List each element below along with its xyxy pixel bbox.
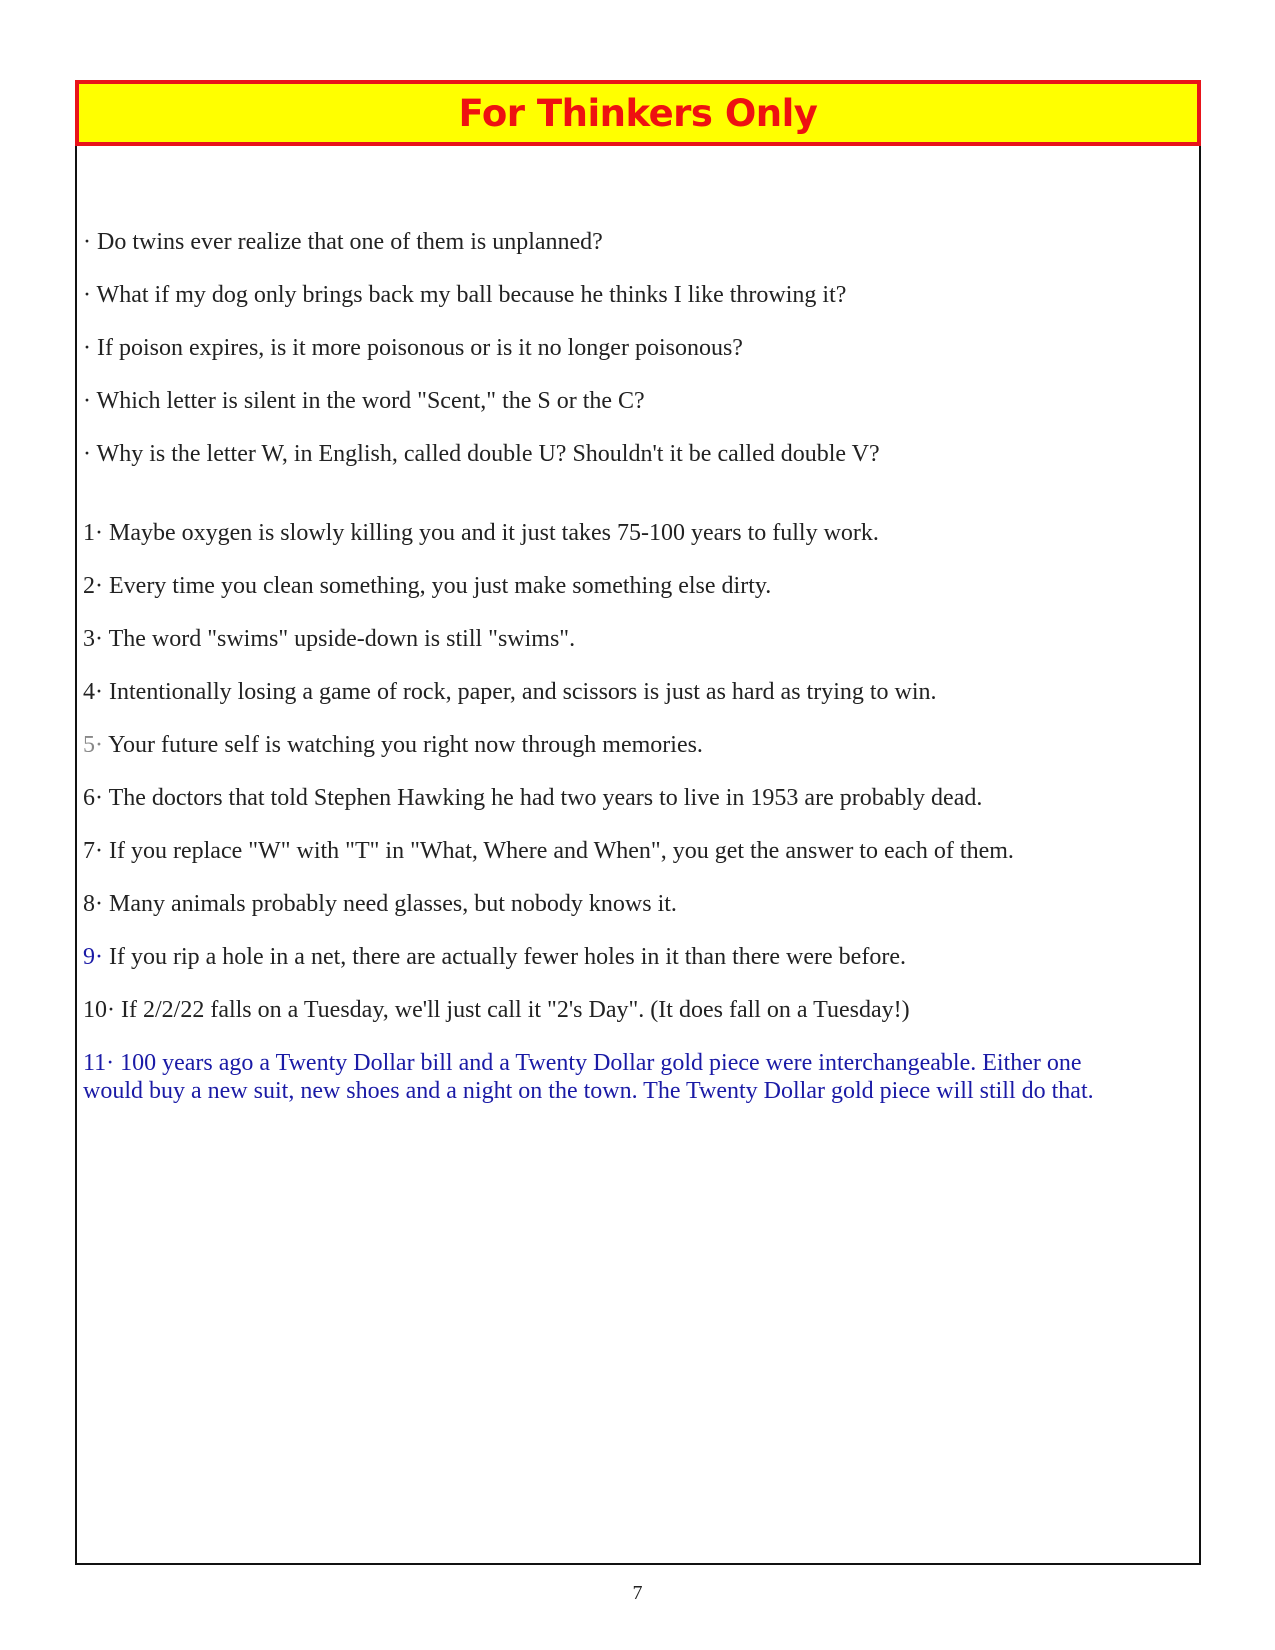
item-number: 3· (83, 626, 103, 652)
item-number: 6· (83, 785, 103, 811)
question-line: · What if my dog only brings back my ball because he thinks I like throwing it? (83, 282, 847, 308)
item-text: The doctors that told Stephen Hawking he had two years to live in 1953 are probably dead. (103, 785, 983, 811)
item-text: If you replace "W" with "T" in "What, Where and When", you get the answer to each of them. (103, 838, 1014, 864)
item-number: 2· (83, 573, 103, 599)
section-spacer (83, 493, 1193, 519)
item-text: Your future self is watching you right now through memories. (103, 732, 703, 758)
item-11-paragraph (83, 1049, 1193, 1105)
numbered-item (83, 837, 1193, 890)
item-11-line-2: would buy a new suit, new shoes and a night on the town. The Twenty Dollar gold piece will still do that. (83, 1078, 1094, 1104)
page-title: For Thinkers Only (458, 91, 818, 135)
numbered-item (83, 678, 1193, 731)
content-area (83, 228, 1193, 1105)
item-text: The word "swims" upside-down is still "swims". (103, 626, 576, 652)
question-line: · If poison expires, is it more poisonous or is it no longer poisonous? (83, 335, 743, 361)
item-number: 1· (83, 520, 103, 546)
page-number: 7 (632, 1582, 643, 1604)
item-text: If you rip a hole in a net, there are actually fewer holes in it than there were before. (103, 944, 906, 970)
item-number: 9· (83, 944, 103, 970)
item-text: Intentionally losing a game of rock, paper, and scissors is just as hard as trying to win. (103, 679, 937, 705)
numbered-item (83, 890, 1193, 943)
item-text: Maybe oxygen is slowly killing you and it just takes 75-100 years to fully work. (103, 520, 879, 546)
item-number: 8· (83, 891, 103, 917)
numbered-item (83, 784, 1193, 837)
numbered-item (83, 943, 1193, 996)
item-number: 7· (83, 838, 103, 864)
item-text: If 2/2/22 falls on a Tuesday, we'll just call it "2's Day". (It does fall on a Tuesday!) (115, 997, 910, 1023)
question-line: · Do twins ever realize that one of them is unplanned? (83, 229, 603, 255)
item-number: 4· (83, 679, 103, 705)
item-11-line-1: 11· 100 years ago a Twenty Dollar bill and a Twenty Dollar gold piece were interchangeable. Either one (83, 1050, 1082, 1076)
item-number: 5· (83, 732, 103, 758)
title-banner (75, 80, 1201, 146)
numbered-item (83, 519, 1193, 572)
numbered-item (83, 996, 1193, 1049)
question-line: · Why is the letter W, in English, called double U? Shouldn't it be called double V? (83, 441, 880, 467)
item-text: Many animals probably need glasses, but nobody knows it. (103, 891, 677, 917)
numbered-item (83, 731, 1193, 784)
item-text: Every time you clean something, you just make something else dirty. (103, 573, 772, 599)
numbered-item (83, 572, 1193, 625)
numbered-item (83, 625, 1193, 678)
item-number: 10· (83, 997, 115, 1023)
question-line: · Which letter is silent in the word "Scent," the S or the C? (83, 388, 645, 414)
